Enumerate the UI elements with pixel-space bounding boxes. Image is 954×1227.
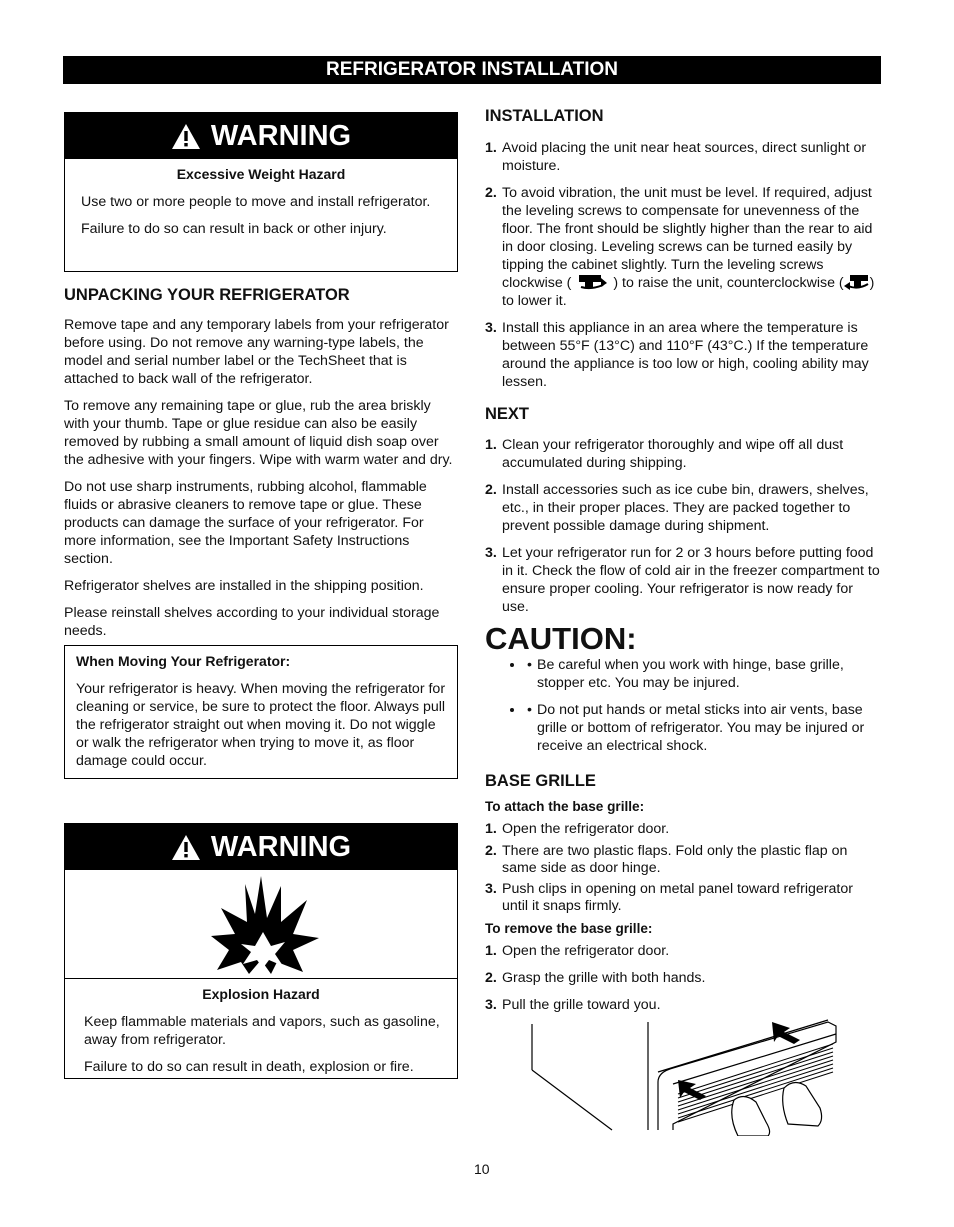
list-item [485,544,881,616]
warning-body [65,1013,457,1076]
item-text: To avoid vibration, the unit must be level. If required, adjust the leveling screws to compensate for unevenness of the floor. The front should be slightly higher than the rear to aid in door closing. Leveling screws can be turned easily by tipping the cabinet slightly. Turn the leveling screws clockwise ( [502,185,873,291]
list-item [485,881,881,915]
item-number: 2. [485,843,497,859]
item-text: Clean your refrigerator thoroughly and wipe off all dust accumulated during shipping. [502,437,844,471]
bullet: • • [527,702,532,718]
item-text: Install this appliance in an area where the temperature is between 55°F (13°C) and 110°F (43°C.) If the temperature around the appliance is too low or high, cooling ability may lessen. [502,320,869,390]
item-number: 3. [485,320,497,336]
moving-title: When Moving Your Refrigerator: [76,653,291,669]
right-column [485,107,881,1014]
warning-text: Keep flammable materials and vapors, such as gasoline, away from refrigerator. [84,1014,440,1048]
warning-triangle-icon [171,834,201,861]
paragraph: Refrigerator shelves are installed in the shipping position. [64,578,424,594]
list-item [485,184,881,310]
warning-text: Failure to do so can result in death, explosion or fire. [84,1059,414,1075]
item-text: Grasp the grille with both hands. [502,970,706,986]
installation-list [485,139,881,391]
item-number: 1. [485,821,497,837]
base-grille-illustration [528,1012,844,1136]
weight-warning-box [64,112,458,272]
installation-heading: INSTALLATION [485,107,604,125]
item-text: There are two plastic flaps. Fold only the plastic flap on same side as door hinge. [502,843,848,876]
item-number: 1. [485,437,497,453]
next-list [485,436,881,616]
clockwise-arrow-icon [571,274,613,290]
list-item [485,436,881,472]
item-text: Do not put hands or metal sticks into air vents, base grille or bottom of refrigerator. You may be injured or receive an electrical shock. [537,702,865,754]
bullet: • • [527,657,532,673]
caution-list [485,656,881,755]
page-number: 10 [474,1161,490,1177]
item-number: 1. [485,943,497,959]
warning-body [65,193,457,238]
paragraph: To remove any remaining tape or glue, rub the area briskly with your thumb. Tape or glue residue can also be easily removed by rubbing a small amount of liquid dish soap over the adhesive with your fingers. Wipe with warm water and dry. [64,398,453,468]
item-text: Open the refrigerator door. [502,943,670,959]
list-item [485,942,881,960]
moving-text: Your refrigerator is heavy. When moving the refrigerator for cleaning or service, be sure to protect the floor. Always pull the refrigerator straight out when moving it. Do not wiggle or walk the refrigerator when trying to move it, as floor damage could occur. [76,681,446,769]
caution-title: CAUTION: [485,621,637,656]
base-grille-heading: BASE GRILLE [485,772,596,790]
hazard-name: Excessive Weight Hazard [176,166,346,182]
item-text: Let your refrigerator run for 2 or 3 hours before putting food in it. Check the flow of cold air in the freezer compartment to ensure proper cooling. Your refrigerator is now ready for use. [502,545,880,615]
paragraph: Remove tape and any temporary labels from your refrigerator before using. Do not remove any warning-type labels, the model and serial number label or the TechSheet that is attached to back wall of the refrigerator. [64,317,449,387]
list-item [485,969,881,987]
warning-header [65,824,457,870]
warning-text: Use two or more people to move and install refrigerator. [81,194,431,210]
warning-header [65,113,457,159]
explosion-image-area [65,870,457,979]
warning-triangle-icon [171,123,201,150]
item-text: Open the refrigerator door. [502,821,670,837]
item-text: ) to lower it. [502,275,875,309]
item-number: 3. [485,997,497,1013]
paragraph: Do not use sharp instruments, rubbing alcohol, flammable fluids or abrasive cleaners to remove tape or glue. These products can damage the surface of your refrigerator. For more information, see the Important Safety Instructions section. [64,479,427,567]
warning-title: WARNING [210,831,352,863]
warning-text: Failure to do so can result in back or other injury. [81,221,387,237]
attach-list [485,820,881,915]
item-text: Avoid placing the unit near heat sources, direct sunlight or moisture. [502,140,867,174]
item-number: 2. [485,482,497,498]
explosion-warning-box [64,823,458,1079]
counterclockwise-arrow-icon [844,274,870,290]
list-item [485,481,881,535]
item-number: 2. [485,185,497,201]
list-item [485,843,881,877]
remove-list [485,942,881,1014]
moving-info-box [64,645,458,779]
explosion-icon [211,876,321,974]
list-item [485,139,881,175]
item-number: 1. [485,140,497,156]
list-item [525,701,881,755]
item-text: ) to raise the unit, counterclockwise ( [613,275,844,291]
attach-subheading: To attach the base grille: [485,799,645,814]
unpacking-heading: UNPACKING YOUR REFRIGERATOR [64,286,350,304]
paragraph: Please reinstall shelves according to your individual storage needs. [64,605,440,639]
item-number: 3. [485,545,497,561]
item-number: 2. [485,970,497,986]
section-title-bar: REFRIGERATOR INSTALLATION [63,56,881,84]
item-text: Pull the grille toward you. [502,997,661,1013]
list-item [525,656,881,692]
item-text: Be careful when you work with hinge, base grille, stopper etc. You may be injured. [537,657,844,691]
item-number: 3. [485,881,497,897]
next-heading: NEXT [485,405,530,423]
warning-title: WARNING [210,120,352,152]
hazard-name: Explosion Hazard [202,986,320,1002]
list-item [485,319,881,391]
item-text: Push clips in opening on metal panel toward refrigerator until it snaps firmly. [502,881,853,914]
remove-subheading: To remove the base grille: [485,921,653,936]
list-item [485,820,881,838]
item-text: Install accessories such as ice cube bin, drawers, shelves, etc., in their proper places. They are packed together to prevent possible damage during shipment. [502,482,869,534]
left-column [64,112,458,1079]
